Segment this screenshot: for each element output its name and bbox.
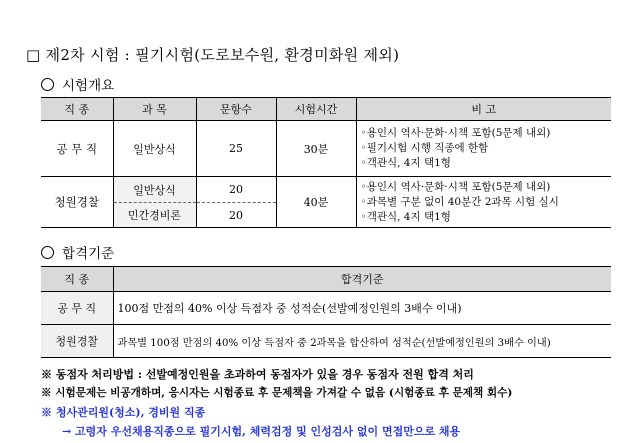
header-cell: 직 종 xyxy=(41,267,113,292)
table-row xyxy=(41,177,611,203)
header-cell: 직 종 xyxy=(41,98,113,121)
subject-cell: 일반상식 xyxy=(113,177,196,203)
page-title: □ 제2차 시험 : 필기시험(도로보수원, 환경미화원 제외) xyxy=(26,46,400,64)
category-cell: 공 무 직 xyxy=(41,121,113,177)
criteria-cell: 과목별 100점 만점의 40% 이상 득점자 중 2과목을 합산하여 성적순(선발예정인원의 3배수 이내) xyxy=(113,325,611,358)
footnote-exam-paper: ※ 시험문제는 비공개하며, 응시자는 시험종료 후 문제책을 가져갈 수 없음 (시험종료 후 문제책 회수) xyxy=(41,387,513,399)
table-row xyxy=(41,325,611,358)
circle-bullet-icon xyxy=(41,78,54,91)
section-title-text: 합격기준 xyxy=(62,246,115,262)
footnote-interview-only: → 고령자 우선채용직종으로 필기시험, 체력검정 및 인성검사 없이 면접만으로 채용 xyxy=(62,425,461,438)
category-cell: 청원경찰 xyxy=(41,325,113,358)
header-cell: 비 고 xyxy=(356,98,611,121)
note-line: ◦객관식, 4지 택1형 xyxy=(360,157,451,169)
exam-overview-table xyxy=(41,97,611,228)
time-cell: 40분 xyxy=(276,177,356,228)
section-title-pass-criteria xyxy=(41,242,114,262)
note-line: ◦필기시험 시행 직종에 한함 xyxy=(360,142,489,154)
subject-cell: 민간경비론 xyxy=(113,203,196,228)
count-cell: 20 xyxy=(196,177,276,203)
note-line: ◦용인시 역사·문화·시책 포함(5문제 내외) xyxy=(360,127,551,139)
notes-cell xyxy=(356,121,611,177)
header-cell: 과 목 xyxy=(113,98,196,121)
note-line: ◦과목별 구분 없이 40분간 2과목 시험 실시 xyxy=(360,195,559,208)
circle-bullet-icon xyxy=(41,246,54,259)
header-cell: 문항수 xyxy=(196,98,276,121)
notes-cell xyxy=(356,177,611,228)
table-row xyxy=(41,121,611,177)
note-line: ◦용인시 역사·문화·시책 포함(5문제 내외) xyxy=(360,180,551,193)
pass-criteria-table xyxy=(41,266,611,358)
subject-cell: 일반상식 xyxy=(113,121,196,177)
header-cell: 시험시간 xyxy=(276,98,356,121)
footnote-tie-rule: ※ 동점자 처리방법 : 선발예정인원을 초과하여 동점자가 있을 경우 동점자 전원 합격 처리 xyxy=(41,368,474,381)
section-title-text: 시험개요 xyxy=(62,78,115,94)
criteria-cell: 100점 만점의 40% 이상 득점자 중 성적순(선발예정인원의 3배수 이내) xyxy=(113,292,611,325)
category-cell: 공 무 직 xyxy=(41,292,113,325)
category-cell: 청원경찰 xyxy=(41,177,113,228)
time-cell: 30분 xyxy=(276,121,356,177)
table-row xyxy=(41,292,611,325)
count-cell: 25 xyxy=(196,121,276,177)
section-title-exam-overview xyxy=(41,74,114,94)
table-header-row xyxy=(41,98,611,121)
table-header-row xyxy=(41,267,611,292)
note-line: ◦객관식, 4지 택1형 xyxy=(360,210,451,223)
footnote-job-types: ※ 청사관리원(청소), 경비원 직종 xyxy=(41,406,206,419)
count-cell: 20 xyxy=(196,203,276,228)
header-cell: 합격기준 xyxy=(113,267,611,292)
